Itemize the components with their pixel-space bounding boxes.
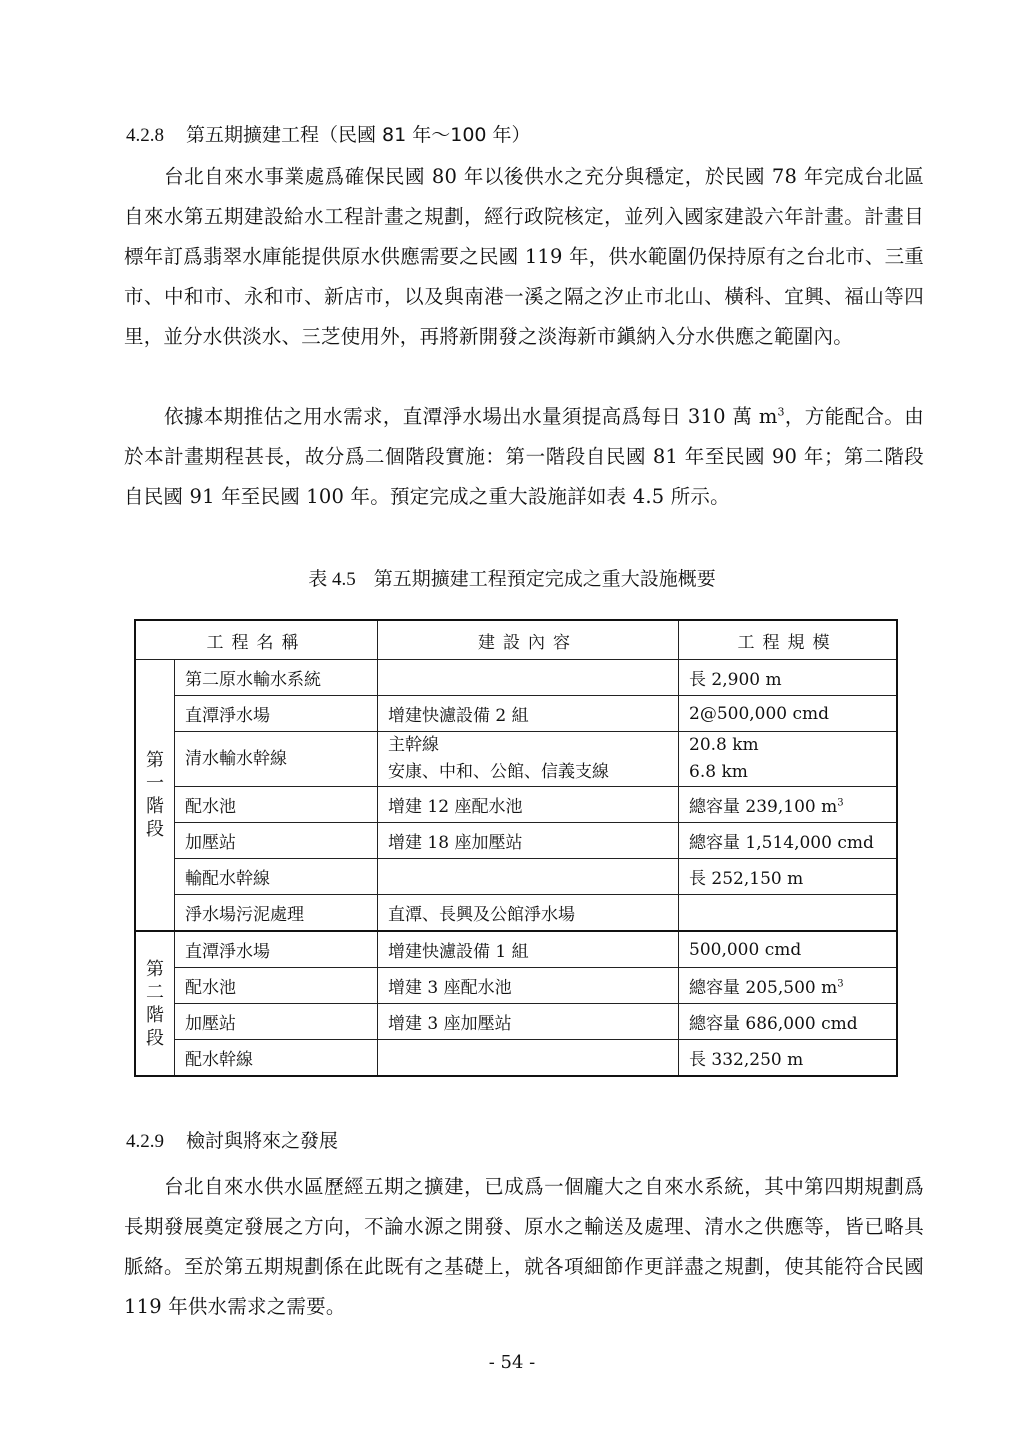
cell-content: 直潭、長興及公館淨水場 <box>378 895 679 932</box>
page-number: - 54 - <box>488 1352 536 1373</box>
cell-content <box>378 660 679 696</box>
phase-1-char: 段 <box>146 819 164 840</box>
paragraph-3: 台北自來水供水區歷經五期之擴建，已成爲一個龐大之自來水系統，其中第四期規劃爲長期發展奠定發展之方向，不論水源之開發、原水之輸送及處理、清水之供應等，皆已略具脈絡。至於第五期規劃係在此既有之基礎上，就各項細節作更詳盡之規劃，使其能符合民國 119 年供水需求之需要。 <box>124 1175 924 1318</box>
table-row <box>135 732 897 787</box>
phase-2-label <box>135 931 175 1076</box>
cell-scale: 長 252,150 m <box>679 859 898 895</box>
table-row <box>135 1040 897 1077</box>
cell-name: 配水幹線 <box>175 1040 378 1077</box>
cell-name: 配水池 <box>175 968 378 1004</box>
cell-content: 增建 3 座配水池 <box>378 968 679 1004</box>
cell-name: 第二原水輸水系統 <box>175 660 378 696</box>
paragraph-2-text-b: ，方能配合。由於本計畫期程甚長，故分爲二個階段實施：第一階段自民國 81 年至民國 90 年；第二階段自民國 91 年至民國 100 年。預定完成之重大設施詳如表 4.5 所示。 <box>124 405 924 508</box>
section-heading-428 <box>126 122 531 149</box>
table-row <box>135 696 897 732</box>
table-row <box>135 787 897 823</box>
cell-content <box>378 1040 679 1077</box>
header-scale: 工程規模 <box>679 620 898 660</box>
cell-scale: 500,000 cmd <box>679 931 898 968</box>
table-row <box>135 859 897 895</box>
cell-scale-text: 總容量 205,500 m <box>689 978 838 998</box>
phase-1-label <box>135 660 175 932</box>
cell-scale: 長 2,900 m <box>679 660 898 696</box>
section-heading-429 <box>126 1128 338 1155</box>
table-row <box>135 968 897 1004</box>
table-row <box>135 895 897 932</box>
section-number: 4.2.9 <box>126 1131 164 1152</box>
table-row <box>135 931 897 968</box>
phase-1-char: 一 <box>146 773 164 794</box>
phase-1-char: 階 <box>146 796 164 817</box>
cell-content: 增建 18 座加壓站 <box>378 823 679 859</box>
cell-name: 淨水場污泥處理 <box>175 895 378 932</box>
table-row <box>135 660 897 696</box>
cell-name: 直潭淨水場 <box>175 931 378 968</box>
cell-scale <box>679 787 898 823</box>
section-title: 檢討與將來之發展 <box>186 1130 339 1152</box>
cell-name: 清水輸水幹線 <box>175 732 378 787</box>
cell-name: 加壓站 <box>175 823 378 859</box>
phase-2-char: 階 <box>146 1004 164 1026</box>
superscript: 3 <box>777 405 785 419</box>
section-number: 4.2.8 <box>126 125 164 146</box>
header-content: 建設內容 <box>378 620 679 660</box>
table-caption-number: 表 4.5 <box>308 569 356 590</box>
cell-content-line: 主幹線 <box>388 735 439 755</box>
cell-scale-line: 6.8 km <box>689 762 748 782</box>
table-header-row <box>135 620 897 660</box>
cell-content-line: 安康、中和、公館、信義支線 <box>388 762 609 782</box>
superscript: 3 <box>837 978 844 990</box>
phase-2-char: 二 <box>146 981 164 1003</box>
table-caption <box>0 564 1024 591</box>
cell-name: 直潭淨水場 <box>175 696 378 732</box>
phase-1-char: 第 <box>146 750 164 771</box>
cell-scale: 總容量 686,000 cmd <box>679 1004 898 1040</box>
section-title: 第五期擴建工程（民國 81 年～100 年） <box>186 124 531 146</box>
table-row <box>135 1004 897 1040</box>
cell-scale: 總容量 1,514,000 cmd <box>679 823 898 859</box>
table-row <box>135 823 897 859</box>
cell-name: 配水池 <box>175 787 378 823</box>
cell-scale <box>679 732 898 787</box>
cell-scale: 2@500,000 cmd <box>679 696 898 732</box>
superscript: 3 <box>837 797 844 809</box>
phase-2-char: 段 <box>146 1027 164 1049</box>
cell-scale <box>679 895 898 932</box>
cell-scale <box>679 968 898 1004</box>
facility-table <box>134 619 898 1077</box>
paragraph-2 <box>124 397 924 517</box>
paragraph-2-text-a: 依據本期推估之用水需求，直潭淨水場出水量須提高爲每日 310 萬 m <box>164 405 778 428</box>
cell-content: 增建 12 座配水池 <box>378 787 679 823</box>
phase-2-char: 第 <box>146 958 164 980</box>
paragraph-1: 台北自來水事業處爲確保民國 80 年以後供水之充分與穩定，於民國 78 年完成台北區自來水第五期建設給水工程計畫之規劃，經行政院核定，並列入國家建設六年計畫。計畫目標年訂爲翡翠水庫能提供原水供應需要之民國 119 年，供水範圍仍保持原有之台北市、三重市、中和市、永和市、新店市，以及與南港一溪之隔之汐止市北山、橫科、宜興、福山等四里，並分水供淡水、三芝使用外，再將新開發之淡海新市鎭納入分水供應之範圍內。 <box>124 165 924 348</box>
cell-scale: 長 332,250 m <box>679 1040 898 1077</box>
cell-content: 增建 3 座加壓站 <box>378 1004 679 1040</box>
cell-name: 輸配水幹線 <box>175 859 378 895</box>
cell-content <box>378 732 679 787</box>
cell-content <box>378 859 679 895</box>
cell-name: 加壓站 <box>175 1004 378 1040</box>
header-project-name: 工程名稱 <box>135 620 378 660</box>
cell-content: 增建快濾設備 2 組 <box>378 696 679 732</box>
cell-content: 增建快濾設備 1 組 <box>378 931 679 968</box>
cell-scale-text: 總容量 239,100 m <box>689 797 838 817</box>
cell-scale-line: 20.8 km <box>689 735 759 755</box>
table-caption-title: 第五期擴建工程預定完成之重大設施概要 <box>373 568 716 590</box>
